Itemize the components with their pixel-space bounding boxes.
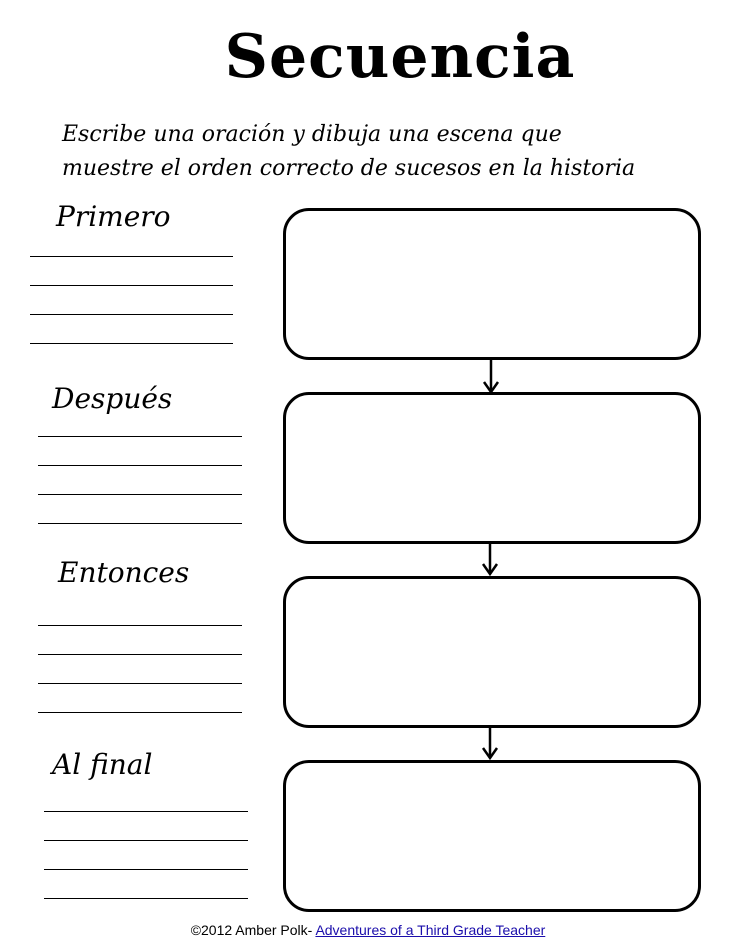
writing-line[interactable] [38,494,242,495]
writing-line[interactable] [44,811,248,812]
footer-link[interactable]: Adventures of a Third Grade Teacher [315,922,546,938]
instructions [62,118,722,186]
writing-line[interactable] [38,465,242,466]
drawing-box-despues[interactable] [283,392,701,544]
step-label-al-final: Al final [52,748,153,781]
writing-line[interactable] [38,625,242,626]
writing-line[interactable] [30,314,233,315]
instructions-line-2: muestre el orden correcto de sucesos en la historia [62,156,636,181]
writing-line[interactable] [38,683,242,684]
step-label-despues: Después [52,382,173,415]
step-label-primero: Primero [56,200,171,233]
writing-line[interactable] [44,869,248,870]
step-label-entonces: Entonces [58,556,190,589]
writing-line[interactable] [30,285,233,286]
drawing-box-primero[interactable] [283,208,701,360]
footer-credit: ©2012 Amber Polk- [190,922,313,938]
worksheet-title: Secuencia [224,22,576,92]
writing-line[interactable] [38,436,242,437]
instructions-line-1: Escribe una oración y dibuja una escena que [62,122,562,147]
writing-line[interactable] [44,840,248,841]
writing-line[interactable] [38,712,242,713]
writing-line[interactable] [38,523,242,524]
writing-line[interactable] [30,256,233,257]
drawing-box-entonces[interactable] [283,576,701,728]
writing-line[interactable] [38,654,242,655]
arrow-down-icon [480,544,500,576]
writing-line[interactable] [30,343,233,344]
arrow-down-icon [480,728,500,760]
arrow-down-icon [481,360,501,394]
writing-line[interactable] [44,898,248,899]
drawing-box-al-final[interactable] [283,760,701,912]
footer [0,922,736,938]
